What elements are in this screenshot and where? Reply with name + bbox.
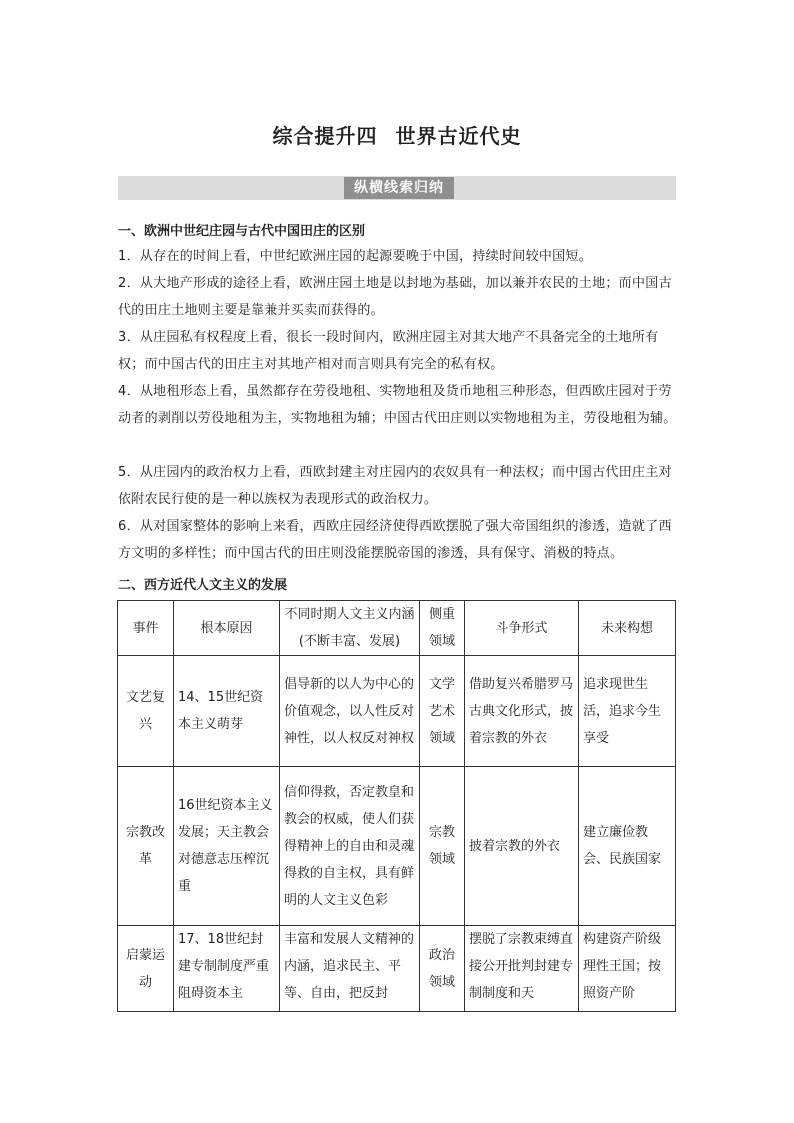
banner-label: 纵横线索归纳 [344,177,454,199]
paragraph-2: 2．从大地产形成的途径上看，欧洲庄园土地是以封地为基础，加以兼并农民的土地；而中国古代的田庄土地则主要是靠兼并买卖而获得的。 [118,276,672,318]
section-2-heading: 二、西方近代人文主义的发展 [118,578,288,593]
paragraph-5: 5．从庄园内的政治权力上看，西欧封建主对庄园内的农奴具有一种法权；而中国古代田庄主对依附农民行使的是一种以族权为表现形式的政治权力。 [118,465,672,507]
paragraph-4: 4．从地租形态上看，虽然都存在劳役地租、实物地租及货币地租三种形态，但西欧庄园对于劳动者的剥削以劳役地租为主，实物地租为辅；中国古代田庄则以实物地租为主，劳役地租为辅。 [118,384,677,426]
header-cell: 事件 [118,601,174,656]
table-cell: 倡导新的以人为中心的价值观念，以人性反对神性，以人权反对神权 [280,656,420,767]
table-cell: 启蒙运动 [118,926,174,1012]
humanism-table [117,600,676,1012]
table-cell: 文学艺术领域 [420,656,465,767]
table-cell: 构建资产阶级理性王国；按照资产阶 [579,926,676,1012]
table-cell: 丰富和发展人文精神的内涵，追求民主、平等、自由，把反封 [280,926,420,1012]
header-cell: 不同时期人文主义内涵(不断丰富、发展) [280,601,420,656]
paragraph-1: 1．从存在的时间上看，中世纪欧洲庄园的起源要晚于中国，持续时间较中国短。 [118,249,593,264]
table-cell: 14、15世纪资本主义萌芽 [174,656,280,767]
table-cell: 17、18世纪封建专制制度严重阻碍资本主 [174,926,280,1012]
table-row [118,926,676,1012]
table-cell: 16世纪资本主义发展；天主教会对德意志压榨沉重 [174,767,280,926]
table-cell: 披着宗教的外衣 [465,767,579,926]
section-banner [118,176,676,200]
table-cell: 建立廉俭教会、民族国家 [579,767,676,926]
table-header-row [118,601,676,656]
table-cell: 借助复兴希腊罗马古典文化形式，披着宗教的外衣 [465,656,579,767]
header-cell: 未来构想 [579,601,676,656]
table-row [118,656,676,767]
table-cell: 宗教改革 [118,767,174,926]
title-part-1: 综合提升四 [272,124,378,148]
page-title [0,120,794,149]
table-cell: 信仰得救，否定教皇和教会的权威，使人们获得精神上的自由和灵魂得救的自主权，具有鲜明的人文主义色彩 [280,767,420,926]
header-cell: 斗争形式 [465,601,579,656]
table-cell: 追求现世生活，追求今生享受 [579,656,676,767]
header-cell: 侧重领域 [420,601,465,656]
section-1-heading: 一、欧洲中世纪庄园与古代中国田庄的区别 [118,224,366,239]
header-cell: 根本原因 [174,601,280,656]
table-cell: 政治领域 [420,926,465,1012]
table-cell: 摆脱了宗教束缚直接公开批判封建专制制度和天 [465,926,579,1012]
paragraph-6: 6．从对国家整体的影响上来看，西欧庄园经济使得西欧摆脱了强大帝国组织的渗透，造就了西方文明的多样性；而中国古代的田庄则没能摆脱帝国的渗透，具有保守、消极的特点。 [118,519,672,561]
title-part-2: 世界古近代史 [395,124,522,148]
table-row [118,767,676,926]
table-cell: 宗教领域 [420,767,465,926]
table-cell: 文艺复兴 [118,656,174,767]
paragraph-3: 3．从庄园私有权程度上看，很长一段时间内，欧洲庄园主对其大地产不具备完全的土地所有权；而中国古代的田庄主对其地产相对而言则具有完全的私有权。 [118,330,659,372]
